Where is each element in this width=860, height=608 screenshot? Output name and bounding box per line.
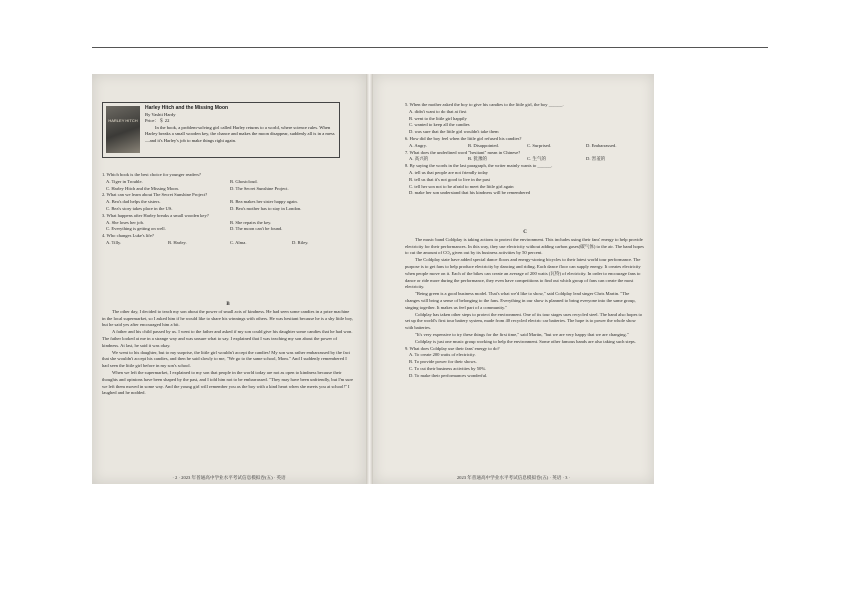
question-option: A. To create 200 watts of electricity. [409, 352, 476, 358]
top-rule [92, 47, 768, 48]
question-option: D. The moon can't be found. [230, 226, 283, 232]
passage-c-paragraph: Coldplay has taken other steps to protect the environment. One of its tour stages uses recycled steel. The band also hopes to set up the world's first tour battery system, made from 40 recycled electric car batteries. The hope is to power the whole show with batteries. [405, 311, 643, 331]
passage-b-paragraph: We went to his daughter, but to my surprise, the little girl wouldn't accept the candies! My son was rather embarrassed by the fact that she wouldn't accept his candies, and then he said slowly to me, "We go to the same school, Mom." And I suddenly remembered I had seen the little girl before in my son's school. [102, 349, 350, 369]
passage-b-paragraph: The other day, I decided to teach my son about the power of small acts of kindness. He had seen some candies in a prize machine in the local supermarket, so I asked him if he would like to share his winnings with others. He was hesitant because he is a shy little boy, but he said yes after encouraged him a bit. [102, 308, 354, 328]
right-questions-top [405, 102, 645, 197]
question-stem: 1. Which book is the best choice for younger readers? [102, 172, 201, 177]
question-option: B. tell us that it's not good to live in the past [409, 176, 490, 182]
book-gutter [366, 74, 373, 484]
question-option: C. tell her son not to be afraid to meet the little girl again [409, 183, 514, 189]
question-9-options [405, 352, 645, 379]
book-info [145, 105, 335, 145]
question-option: C. wanted to keep all the candies [409, 122, 470, 128]
question-option: C. Harley Hitch and the Missing Moon. [106, 185, 179, 191]
question-option: C. Surprised. [527, 142, 552, 148]
question-options [405, 156, 645, 163]
book-cover-title: HARLEY HITCH [108, 118, 138, 123]
question-9-stem: 9. What does Coldplay use their fans' energy to do? [405, 345, 500, 351]
question-option: C. Bea's story takes place in the US. [106, 205, 173, 211]
question-option: A. Tiger in Trouble. [106, 178, 143, 184]
question-option: C. Alma. [230, 239, 247, 245]
question-stem: 6. How did the boy feel when the little girl refused his candies? [405, 135, 522, 141]
question-option: B. Ghostcloud. [230, 178, 258, 184]
passage-c-paragraph: The music band Coldplay is taking actions to protect the environment. This includes using their fans' energy to help provide electricity for their performances. In this way, they use electricity without adding carbon gases(碳气体) to the air. The band hopes to cut the amount of CO₂ given out by its business activities by 50 percent. [405, 236, 644, 256]
section-b-heading: B [226, 302, 230, 307]
question-option: B. Disappointed. [468, 142, 500, 148]
question-option: D. Riley. [292, 239, 309, 245]
passage-c-paragraph: The Coldplay state have added special dance floors and energy-storing bicycles to their latest world tour performance. The purpose is to get fans to help produce electricity by dancing and riding. Each dance floor can supply energy. It creates electricity when people move on it. Each of the bikes can create an average of 200 watts (瓦特) of electricity. In order to encourage fans to dance or ride more during the performance, they even have competitions to find out which group of fans can create the most electricity. [405, 257, 641, 290]
question-stem: 8. By saying the words in the last paragraph, the writer mainly wants to ______. [405, 163, 553, 169]
book-author: By Vashti Hardy [145, 111, 176, 117]
right-page [373, 74, 654, 484]
question-stem: 3. What happens after Harley breaks a small wooden key? [102, 212, 209, 218]
passage-b-paragraph: A father and his child passed by us. I went to the father and asked if my son could give his daughter some candies that he had won. The father looked at me in a strange way and was unsure what to say. I explained that I was teaching my son about the power of kindness. At last, he said it was okay. [102, 329, 353, 348]
question-option: B. Bea makes her sister happy again. [230, 199, 298, 205]
question-stem: 7. What does the underlined word "hesitant" mean in Chinese? [405, 149, 521, 155]
passage-b-paragraph: When we left the supermarket, I explained to my son that people in the world today are not as open to kindness because their thoughts and opinions have been shaped by the past, and I told him not to be embarrassed. "They may have been unfriendly, but I'm sure we left them moved in some way. And the young girl will remember you as the boy with a kind heart when she meets you at school!" I laughed and he nodded. [102, 369, 354, 396]
question-options [102, 179, 354, 193]
question-option: A. tell us that people are not friendly today [409, 169, 488, 175]
passage-c-paragraph: "It's very expensive to try these things for the first time," said Martin, "but we are very happy that we are changing." [415, 331, 629, 337]
question-option: B. 犹豫的 [468, 156, 488, 162]
book-description: In the book, a problem-solving girl called Harley returns to a world, where science rules. When Harley breaks a small wooden key, the chance and makes the moon disappear, suddenly all is in a mess—and it's Harley's job to make things right again. [145, 124, 335, 143]
question-option: A. She loses her job. [106, 219, 145, 225]
question-option: D. 害羞的 [586, 156, 606, 162]
question-option: A. didn't want to do that at first [409, 108, 467, 114]
question-stem: 4. Who changes Luke's life? [102, 233, 154, 239]
question-options [102, 199, 354, 213]
passage-c-paragraph: Coldplay is just one music group working to help the environment. Some other famous bands are also taking such steps. [415, 338, 636, 344]
question-option: A. Angry. [409, 142, 427, 148]
question-option: D. The Secret Sunshine Project. [230, 185, 289, 191]
question-option: D. Embarrassed. [586, 142, 617, 148]
question-option: A. 高兴的 [409, 156, 429, 162]
right-footer: 2023 年普通高中学业水平考试信息模拟卷(五) · 英语 · 3 · [456, 475, 571, 480]
book-price: Price：＄ 22 [145, 118, 170, 124]
question-option: B. To provide power for their shows. [409, 359, 477, 365]
question-option: D. make her son understand that his kindness will be remembered [409, 190, 531, 196]
question-option: D. Bea's mother has to stay in London. [230, 205, 302, 211]
left-questions [102, 172, 354, 247]
question-option: B. went to the little girl happily [409, 115, 467, 121]
passage-c-paragraph: "Being green is a good business model. That's what we'd like to show," said Coldplay lead singer Chris Martin. "The changes will bring a sense of belonging to the fans. Everything in our show is planned to bring everyone into the same group, singing together. It makes us feel part of a community." [405, 291, 636, 310]
book-title: Harley Hitch and the Missing Moon [145, 105, 229, 111]
passage-b [102, 302, 354, 397]
question-option: C. Everything is getting on well. [106, 226, 166, 232]
question-stem: 2. What can we learn about The Secret Sunshine Project? [102, 192, 208, 198]
question-option: A. Tilly. [106, 239, 122, 245]
question-option: C. To cut their business activities by 50%. [409, 365, 487, 371]
passage-c [405, 230, 645, 380]
question-options [405, 143, 645, 150]
section-c-heading: C [523, 230, 527, 235]
question-options [102, 220, 354, 234]
question-option: C. 生气的 [527, 156, 547, 162]
question-options [405, 109, 645, 136]
left-page [92, 74, 366, 484]
book-cover-image [106, 106, 140, 153]
question-option: D. was sure that the little girl wouldn't take them [409, 129, 499, 135]
question-option: D. To make their performances wonderful. [409, 372, 488, 378]
question-option: B. Harley. [168, 239, 187, 245]
left-footer: · 2 · 2023 年普通高中学业水平考试信息模拟卷(五) · 英语 [172, 475, 286, 480]
question-stem: 5. When the mother asked the boy to give his candies to the little girl, the boy ______. [405, 102, 564, 107]
question-options [405, 170, 645, 197]
book-entry [102, 102, 340, 158]
question-option: B. She repairs the key. [230, 219, 272, 225]
question-option: A. Bea's dad helps the sisters. [106, 199, 161, 205]
question-options [102, 240, 354, 247]
